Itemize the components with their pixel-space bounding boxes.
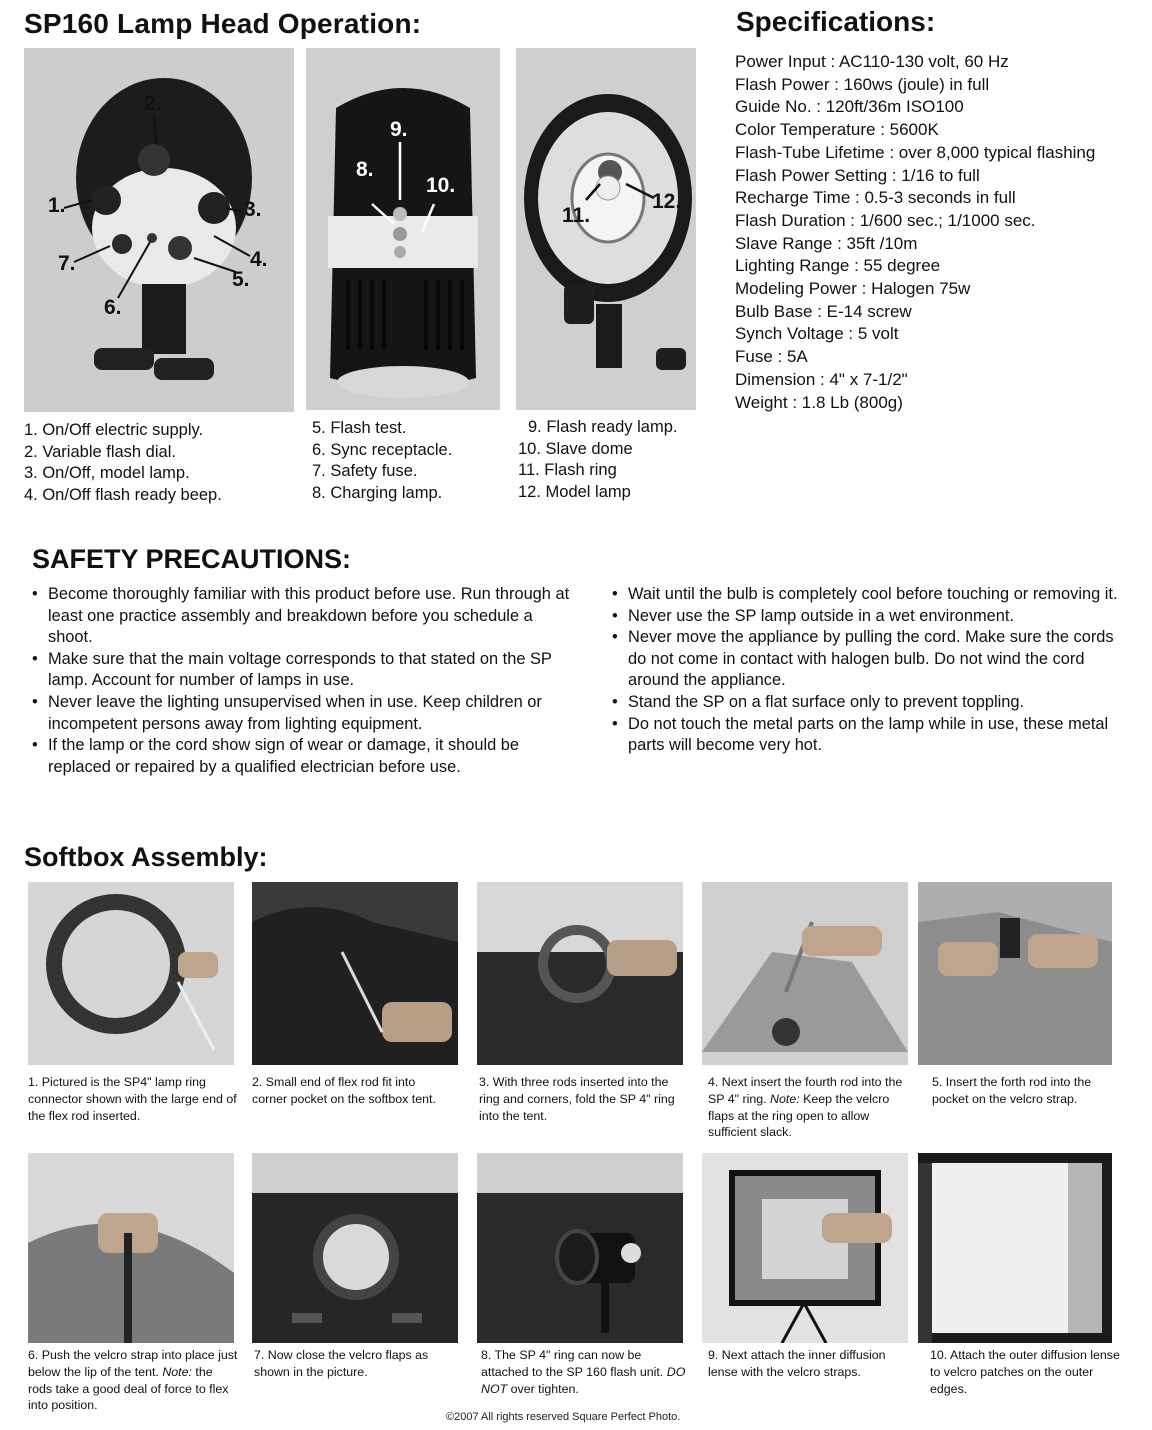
spec-item: Modeling Power : Halogen 75w bbox=[735, 279, 971, 299]
step-caption-10 bbox=[930, 1347, 1120, 1397]
legend-item: 10. Slave dome bbox=[518, 439, 633, 458]
callout-12: 12. bbox=[652, 190, 682, 213]
legend-item: 3. On/Off, model lamp. bbox=[24, 464, 190, 483]
legend-column-1 bbox=[24, 420, 222, 506]
step-note-label: DO NOT bbox=[481, 1364, 686, 1396]
step-note-label: Note: bbox=[162, 1364, 192, 1379]
step-note: the rods take a good deal of force to flex into position. bbox=[28, 1364, 229, 1413]
legend-item: 8. Charging lamp. bbox=[312, 483, 443, 502]
page-title: SP160 Lamp Head Operation: bbox=[24, 8, 422, 39]
softbox-heading: Softbox Assembly: bbox=[24, 842, 268, 872]
step-caption-8 bbox=[481, 1347, 691, 1397]
spec-item: Flash Duration : 1/600 sec.; 1/1000 sec. bbox=[735, 210, 1036, 230]
spec-item: Slave Range : 35ft /10m bbox=[735, 233, 918, 253]
spec-item: Color Temperature : 5600K bbox=[735, 120, 939, 140]
step-photo-3 bbox=[477, 882, 683, 1065]
step-photo-8 bbox=[477, 1153, 683, 1343]
safety-item: • Stand the SP on a flat surface only to prevent toppling. bbox=[610, 692, 1130, 714]
specifications-heading: Specifications: bbox=[736, 6, 936, 37]
step-text: 7. Now close the velcro flaps as shown in the picture. bbox=[254, 1348, 429, 1379]
callout-7: 7. bbox=[58, 252, 76, 275]
step-caption-2 bbox=[252, 1074, 452, 1108]
step-caption-1 bbox=[28, 1074, 242, 1124]
step-caption-3 bbox=[479, 1074, 679, 1124]
photo-lamp-front bbox=[516, 48, 696, 410]
legend-item: 4. On/Off flash ready beep. bbox=[24, 485, 222, 504]
step-text: 1. Pictured is the SP4" lamp ring connector shown with the large end of the flex rod inserted. bbox=[28, 1075, 237, 1123]
spec-item: Recharge Time : 0.5-3 seconds in full bbox=[735, 188, 1016, 208]
step-text: 10. Attach the outer diffusion lense to velcro patches on the outer edges. bbox=[930, 1348, 1120, 1396]
legend-item: 6. Sync receptacle. bbox=[312, 440, 453, 459]
legend-column-3 bbox=[518, 417, 677, 503]
safety-item: • Become thoroughly familiar with this product before use. Run through at least one practice assembly and breakdown before you schedule a shoot. bbox=[30, 584, 570, 649]
step-text: 9. Next attach the inner diffusion lense with the velcro straps. bbox=[708, 1348, 886, 1379]
step-photo-10 bbox=[918, 1153, 1112, 1343]
step-photo-7 bbox=[252, 1153, 458, 1343]
step-photo-5 bbox=[918, 882, 1112, 1065]
spec-item: Dimension : 4" x 7-1/2" bbox=[735, 369, 908, 389]
spec-item: Weight : 1.8 Lb (800g) bbox=[735, 392, 903, 412]
legend-item: 11. Flash ring bbox=[518, 461, 617, 480]
legend-column-2 bbox=[312, 418, 452, 504]
spec-item: Flash-Tube Lifetime : over 8,000 typical flashing bbox=[735, 142, 1096, 162]
step-photo-6 bbox=[28, 1153, 234, 1343]
legend-item: 2. Variable flash dial. bbox=[24, 442, 176, 461]
step-text: 2. Small end of flex rod fit into corner pocket on the softbox tent. bbox=[252, 1075, 436, 1106]
step-photo-4 bbox=[702, 882, 908, 1065]
safety-heading: SAFETY PRECAUTIONS: bbox=[32, 544, 352, 574]
spec-item: Power Input : AC110-130 volt, 60 Hz bbox=[735, 52, 1009, 71]
spec-item: Lighting Range : 55 degree bbox=[735, 256, 941, 276]
step-text: 6. Push the velcro strap into place just below the lip of the tent. bbox=[28, 1348, 238, 1379]
step-text: 3. With three rods inserted into the ring and corners, fold the SP 4" ring into the tent. bbox=[479, 1075, 675, 1123]
step-photo-2 bbox=[252, 882, 458, 1065]
legend-item: 9. Flash ready lamp. bbox=[528, 418, 678, 436]
step-note: over tighten. bbox=[510, 1381, 579, 1396]
spec-item: Guide No. : 120ft/36m ISO100 bbox=[735, 97, 964, 117]
callout-3: 3. bbox=[244, 198, 262, 221]
spec-item: Fuse : 5A bbox=[735, 347, 808, 367]
specifications-list bbox=[735, 51, 1095, 414]
callout-2: 2. bbox=[144, 92, 162, 115]
step-caption-5 bbox=[932, 1074, 1122, 1108]
step-text: 4. Next insert the fourth rod into the SP 4" ring. bbox=[708, 1075, 903, 1106]
step-text: 5. Insert the forth rod into the pocket on the velcro strap. bbox=[932, 1075, 1092, 1106]
legend-item: 1. On/Off electric supply. bbox=[24, 421, 204, 439]
safety-list-right bbox=[610, 584, 1130, 757]
safety-item: • Wait until the bulb is completely cool before touching or removing it. bbox=[610, 584, 1130, 606]
legend-item: 12. Model lamp bbox=[518, 482, 631, 501]
spec-item: Bulb Base : E-14 screw bbox=[735, 301, 912, 321]
safety-item: • If the lamp or the cord show sign of wear or damage, it should be replaced or repaired by a qualified electrician before use. bbox=[30, 735, 570, 778]
callout-11: 11. bbox=[562, 204, 591, 227]
callout-8: 8. bbox=[356, 158, 374, 181]
callout-4: 4. bbox=[250, 248, 268, 271]
safety-item: • Never leave the lighting unsupervised when in use. Keep children or incompetent persons away from lighting equipment. bbox=[30, 692, 570, 735]
step-caption-9 bbox=[708, 1347, 918, 1381]
step-caption-4 bbox=[708, 1074, 908, 1141]
safety-item: • Never move the appliance by pulling the cord. Make sure the cords do not come in contact with halogen bulb. Do not wind the cord around the appliance. bbox=[610, 627, 1130, 692]
safety-list-left bbox=[30, 584, 570, 778]
step-caption-6 bbox=[28, 1347, 238, 1414]
callout-1: 1. bbox=[48, 194, 66, 217]
step-caption-7 bbox=[254, 1347, 454, 1381]
safety-item: • Make sure that the main voltage corresponds to that stated on the SP lamp. Account for number of lamps in use. bbox=[30, 649, 570, 692]
spec-item: Synch Voltage : 5 volt bbox=[735, 324, 899, 344]
copyright-footer: ©2007 All rights reserved Square Perfect Photo. bbox=[446, 1411, 681, 1423]
callout-10: 10. bbox=[426, 174, 456, 197]
callout-5: 5. bbox=[232, 268, 250, 291]
spec-item: Flash Power Setting : 1/16 to full bbox=[735, 165, 980, 185]
callout-6: 6. bbox=[104, 296, 122, 319]
step-photo-9 bbox=[702, 1153, 908, 1343]
spec-item: Flash Power : 160ws (joule) in full bbox=[735, 74, 990, 94]
step-text: 8. The SP 4" ring can now be attached to the SP 160 flash unit. bbox=[481, 1348, 664, 1379]
callout-9: 9. bbox=[390, 118, 408, 141]
photo-lamp-back-panel bbox=[24, 48, 294, 412]
legend-item: 5. Flash test. bbox=[312, 419, 407, 437]
step-note: Keep the velcro flaps at the ring open to allow sufficient slack. bbox=[708, 1091, 890, 1140]
safety-item: • Never use the SP lamp outside in a wet environment. bbox=[610, 606, 1130, 628]
legend-item: 7. Safety fuse. bbox=[312, 462, 418, 481]
step-note-label: Note: bbox=[770, 1091, 800, 1106]
photo-lamp-side bbox=[306, 48, 500, 410]
step-photo-1 bbox=[28, 882, 234, 1065]
safety-item: • Do not touch the metal parts on the lamp while in use, these metal parts will become very hot. bbox=[610, 714, 1130, 757]
